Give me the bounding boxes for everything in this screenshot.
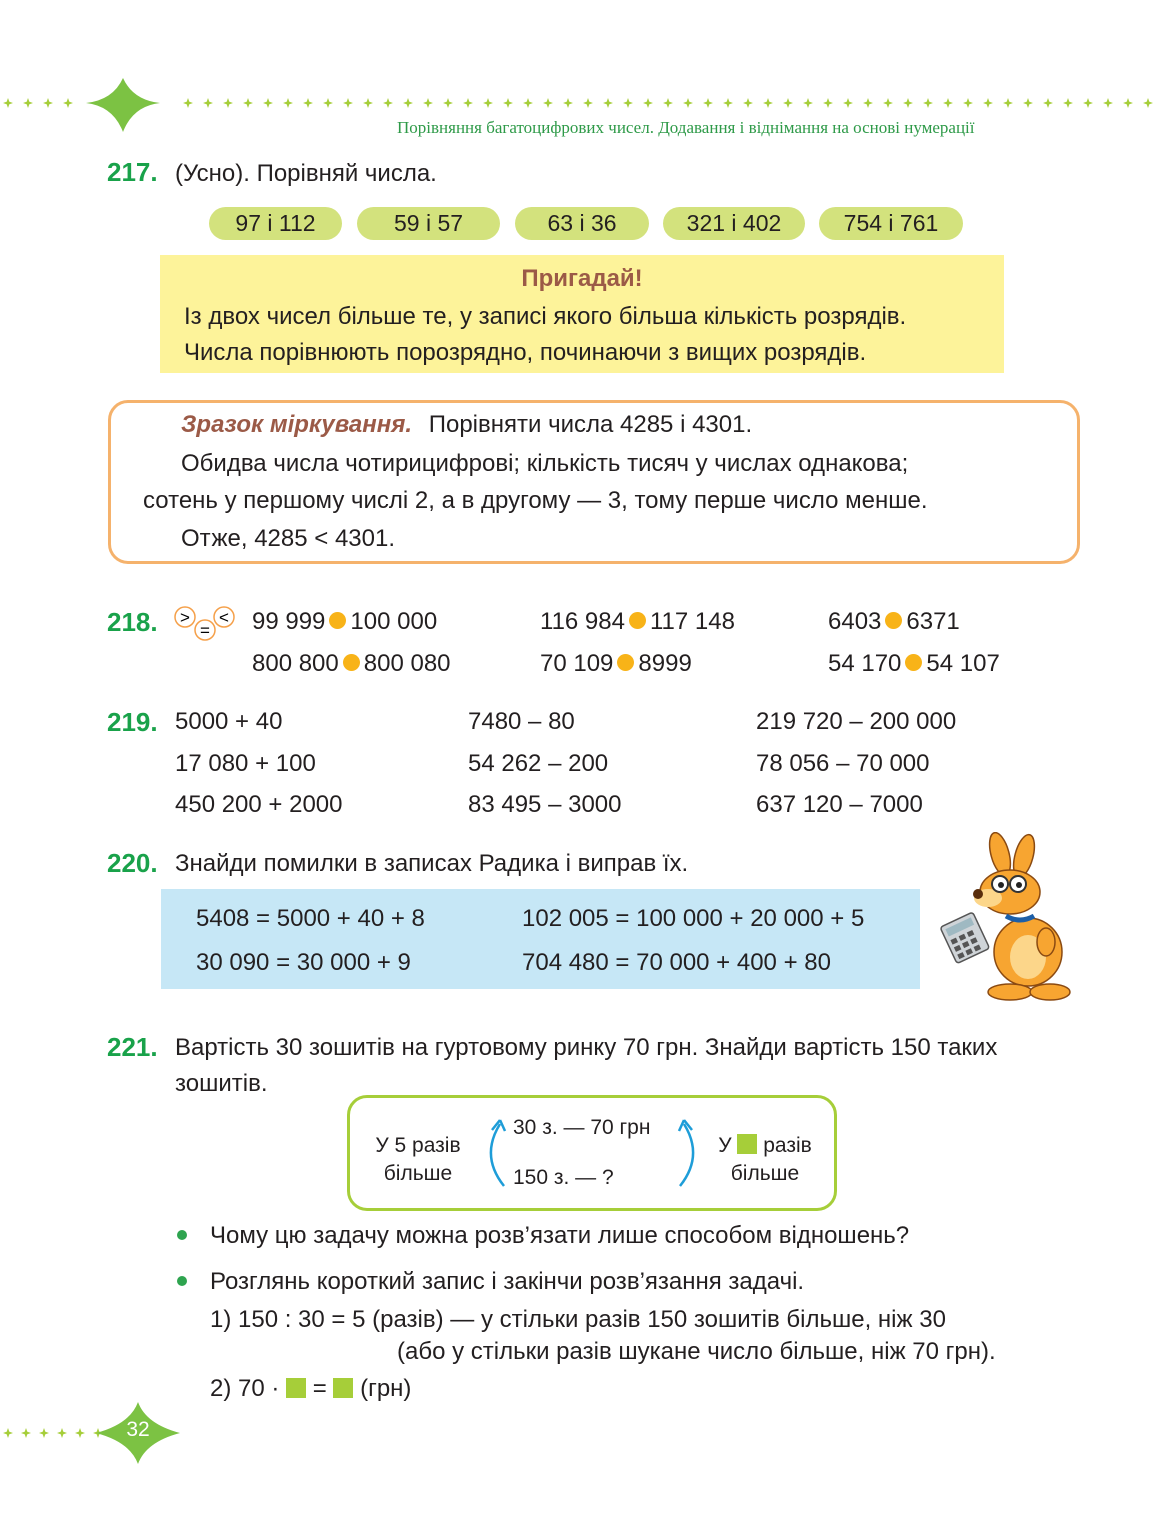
star-decoration xyxy=(703,98,713,108)
record: 102 005 = 100 000 + 20 000 + 5 xyxy=(522,905,865,932)
expression: 219 720 – 200 000 xyxy=(756,708,957,735)
scheme-top-row: 30 з. — 70 грн xyxy=(513,1116,651,1139)
comparison-item: 800 800 800 080 xyxy=(252,650,451,677)
expression: 17 080 + 100 xyxy=(175,750,316,777)
reasoning-example-box xyxy=(108,400,1080,564)
comparison-item: 99 999 100 000 xyxy=(252,608,438,635)
blank-square[interactable] xyxy=(333,1378,353,1398)
blank-dot[interactable] xyxy=(343,654,360,671)
exercise-221-task-cont: зошитів. xyxy=(175,1070,268,1097)
star-decoration xyxy=(1103,98,1113,108)
star-decoration xyxy=(503,98,513,108)
example-line-1: Порівняти числа 4285 і 4301. xyxy=(428,411,753,438)
exercise-number-221: 221. xyxy=(107,1032,158,1062)
question-2: Розглянь короткий запис і закінчи розв’язання задачі. xyxy=(210,1268,805,1295)
star-decoration xyxy=(323,98,333,108)
star-decoration xyxy=(383,98,393,108)
expression: 5000 + 40 xyxy=(175,708,283,735)
exercise-221-task: Вартість 30 зошитів на гуртовому ринку 70 грн. Знайди вартість 150 таких xyxy=(175,1034,998,1061)
star-decoration xyxy=(423,98,433,108)
star-decoration xyxy=(843,98,853,108)
star-decoration xyxy=(823,98,833,108)
star-decoration xyxy=(523,98,533,108)
star-decoration xyxy=(583,98,593,108)
expression: 83 495 – 3000 xyxy=(468,791,622,818)
example-label: Зразок міркування. xyxy=(181,411,413,438)
star-decoration xyxy=(963,98,973,108)
comparison-item: 70 109 8999 xyxy=(540,650,692,677)
sign-greater: > xyxy=(180,608,190,627)
star-decoration xyxy=(663,98,673,108)
blank-dot[interactable] xyxy=(329,612,346,629)
compare-pill: 754 і 761 xyxy=(819,207,963,240)
expression: 54 262 – 200 xyxy=(468,750,609,777)
star-decoration xyxy=(303,98,313,108)
expression: 7480 – 80 xyxy=(468,708,575,735)
record: 5408 = 5000 + 40 + 8 xyxy=(196,905,425,932)
compare-pill: 59 і 57 xyxy=(357,207,500,240)
star-decoration xyxy=(883,98,893,108)
scheme-right-times: разів xyxy=(763,1134,812,1157)
page-number: 32 xyxy=(126,1418,150,1441)
star-decoration xyxy=(21,1428,31,1438)
solution-step-1: 1) 150 : 30 = 5 (разів) — у стільки разів 150 зошитів більше, ніж 30 xyxy=(210,1306,946,1333)
exercise-number-219: 219. xyxy=(107,707,158,737)
star-decoration xyxy=(483,98,493,108)
blank-dot[interactable] xyxy=(617,654,634,671)
scheme-bottom-row: 150 з. — ? xyxy=(513,1166,614,1189)
sign-less: < xyxy=(219,608,229,627)
example-line-2: Обидва числа чотирицифрові; кількість тисяч у числах однакова; xyxy=(181,450,909,477)
compare-pill: 321 і 402 xyxy=(663,207,805,240)
short-record-scheme xyxy=(347,1095,837,1211)
compare-pill: 97 і 112 xyxy=(209,207,342,240)
record: 30 090 = 30 000 + 9 xyxy=(196,949,411,976)
star-decoration xyxy=(3,98,13,108)
star-decoration xyxy=(783,98,793,108)
star-decoration xyxy=(863,98,873,108)
solution-step-1-note: (або у стільки разів шукане число більше, ніж 70 грн). xyxy=(397,1338,996,1365)
scheme-left-line-2: більше xyxy=(383,1162,453,1185)
star-decoration xyxy=(343,98,353,108)
exercise-number-218: 218. xyxy=(107,607,158,637)
star-decoration xyxy=(43,98,53,108)
exercise-number-220: 220. xyxy=(107,848,158,878)
blank-dot[interactable] xyxy=(885,612,902,629)
kangaroo-with-calculator-illustration xyxy=(938,832,1072,1002)
star-decoration xyxy=(983,98,993,108)
star-decoration xyxy=(443,98,453,108)
expression: 450 200 + 2000 xyxy=(175,791,343,818)
remember-box xyxy=(160,255,1004,373)
records-box xyxy=(161,889,920,989)
remember-rule-2: Числа порівнюють порозрядно, починаючи з вищих розрядів. xyxy=(184,339,867,366)
bullet xyxy=(177,1230,187,1240)
scheme-left-line-1: У 5 разів xyxy=(375,1134,461,1157)
star-decoration xyxy=(223,98,233,108)
header-title: Порівняння багатоцифрових чисел. Додавання і віднімання на основі нумерації xyxy=(397,118,975,137)
star-decoration xyxy=(403,98,413,108)
exercise-217-task: (Усно). Порівняй числа. xyxy=(175,160,437,187)
compare-pill: 63 і 36 xyxy=(515,207,649,240)
star-decoration xyxy=(1143,98,1153,108)
star-decoration xyxy=(243,98,253,108)
star-decoration xyxy=(1063,98,1073,108)
example-line-4: Отже, 4285 < 4301. xyxy=(181,525,395,552)
remember-rule-1: Із двох чисел більше те, у записі якого більша кількість розрядів. xyxy=(184,303,907,330)
star-decoration xyxy=(1003,98,1013,108)
star-decoration xyxy=(723,98,733,108)
comparison-item: 54 170 54 107 xyxy=(828,650,1000,677)
bullet xyxy=(177,1276,187,1286)
star-decoration xyxy=(75,1428,85,1438)
star-decoration xyxy=(543,98,553,108)
arrow-up-right-icon xyxy=(670,1116,706,1192)
star-decoration xyxy=(3,1428,13,1438)
star-decoration xyxy=(943,98,953,108)
star-decoration xyxy=(1023,98,1033,108)
star-decoration xyxy=(903,98,913,108)
arrow-up-left-icon xyxy=(478,1116,514,1192)
sign-equal: = xyxy=(200,621,210,640)
scheme-right-u: У xyxy=(718,1134,732,1157)
star-decoration xyxy=(1043,98,1053,108)
expression: 637 120 – 7000 xyxy=(756,791,923,818)
star-decoration xyxy=(63,98,73,108)
exercise-number-217: 217. xyxy=(107,157,158,187)
blank-square[interactable] xyxy=(286,1378,306,1398)
comparison-signs-icon xyxy=(174,604,236,644)
exercise-220-task: Знайди помилки в записах Радика і виправ їх. xyxy=(175,850,689,877)
blank-square[interactable] xyxy=(737,1134,757,1154)
star-decoration xyxy=(923,98,933,108)
scheme-right-line-2: більше xyxy=(730,1162,800,1185)
comparison-item: 6403 6371 xyxy=(828,608,960,635)
star-decoration xyxy=(39,1428,49,1438)
question-1: Чому цю задачу можна розв’язати лише способом відношень? xyxy=(210,1222,910,1249)
star-decoration xyxy=(1123,98,1133,108)
star-decoration xyxy=(623,98,633,108)
star-decoration xyxy=(23,98,33,108)
star-decoration xyxy=(563,98,573,108)
footer-decoration xyxy=(0,1400,200,1470)
star-decoration xyxy=(203,98,213,108)
remember-title: Пригадай! xyxy=(521,265,643,292)
star-decoration xyxy=(643,98,653,108)
example-line-3: сотень у першому числі 2, а в другому — 3, тому перше число менше. xyxy=(143,487,928,514)
comparison-item: 116 984 117 148 xyxy=(540,608,735,635)
star-decoration xyxy=(363,98,373,108)
blank-dot[interactable] xyxy=(629,612,646,629)
expression: 78 056 – 70 000 xyxy=(756,750,930,777)
star-decoration xyxy=(57,1428,67,1438)
star-decoration xyxy=(743,98,753,108)
star-decoration xyxy=(183,98,193,108)
record: 704 480 = 70 000 + 400 + 80 xyxy=(522,949,831,976)
star-decoration xyxy=(283,98,293,108)
blank-dot[interactable] xyxy=(905,654,922,671)
star-decoration xyxy=(763,98,773,108)
solution-step-2: 2) 70 · = (грн) xyxy=(210,1375,412,1402)
star-decoration xyxy=(263,98,273,108)
star-decoration xyxy=(603,98,613,108)
star-decoration xyxy=(803,98,813,108)
star-decoration xyxy=(463,98,473,108)
star-decoration xyxy=(1083,98,1093,108)
star-decoration xyxy=(683,98,693,108)
